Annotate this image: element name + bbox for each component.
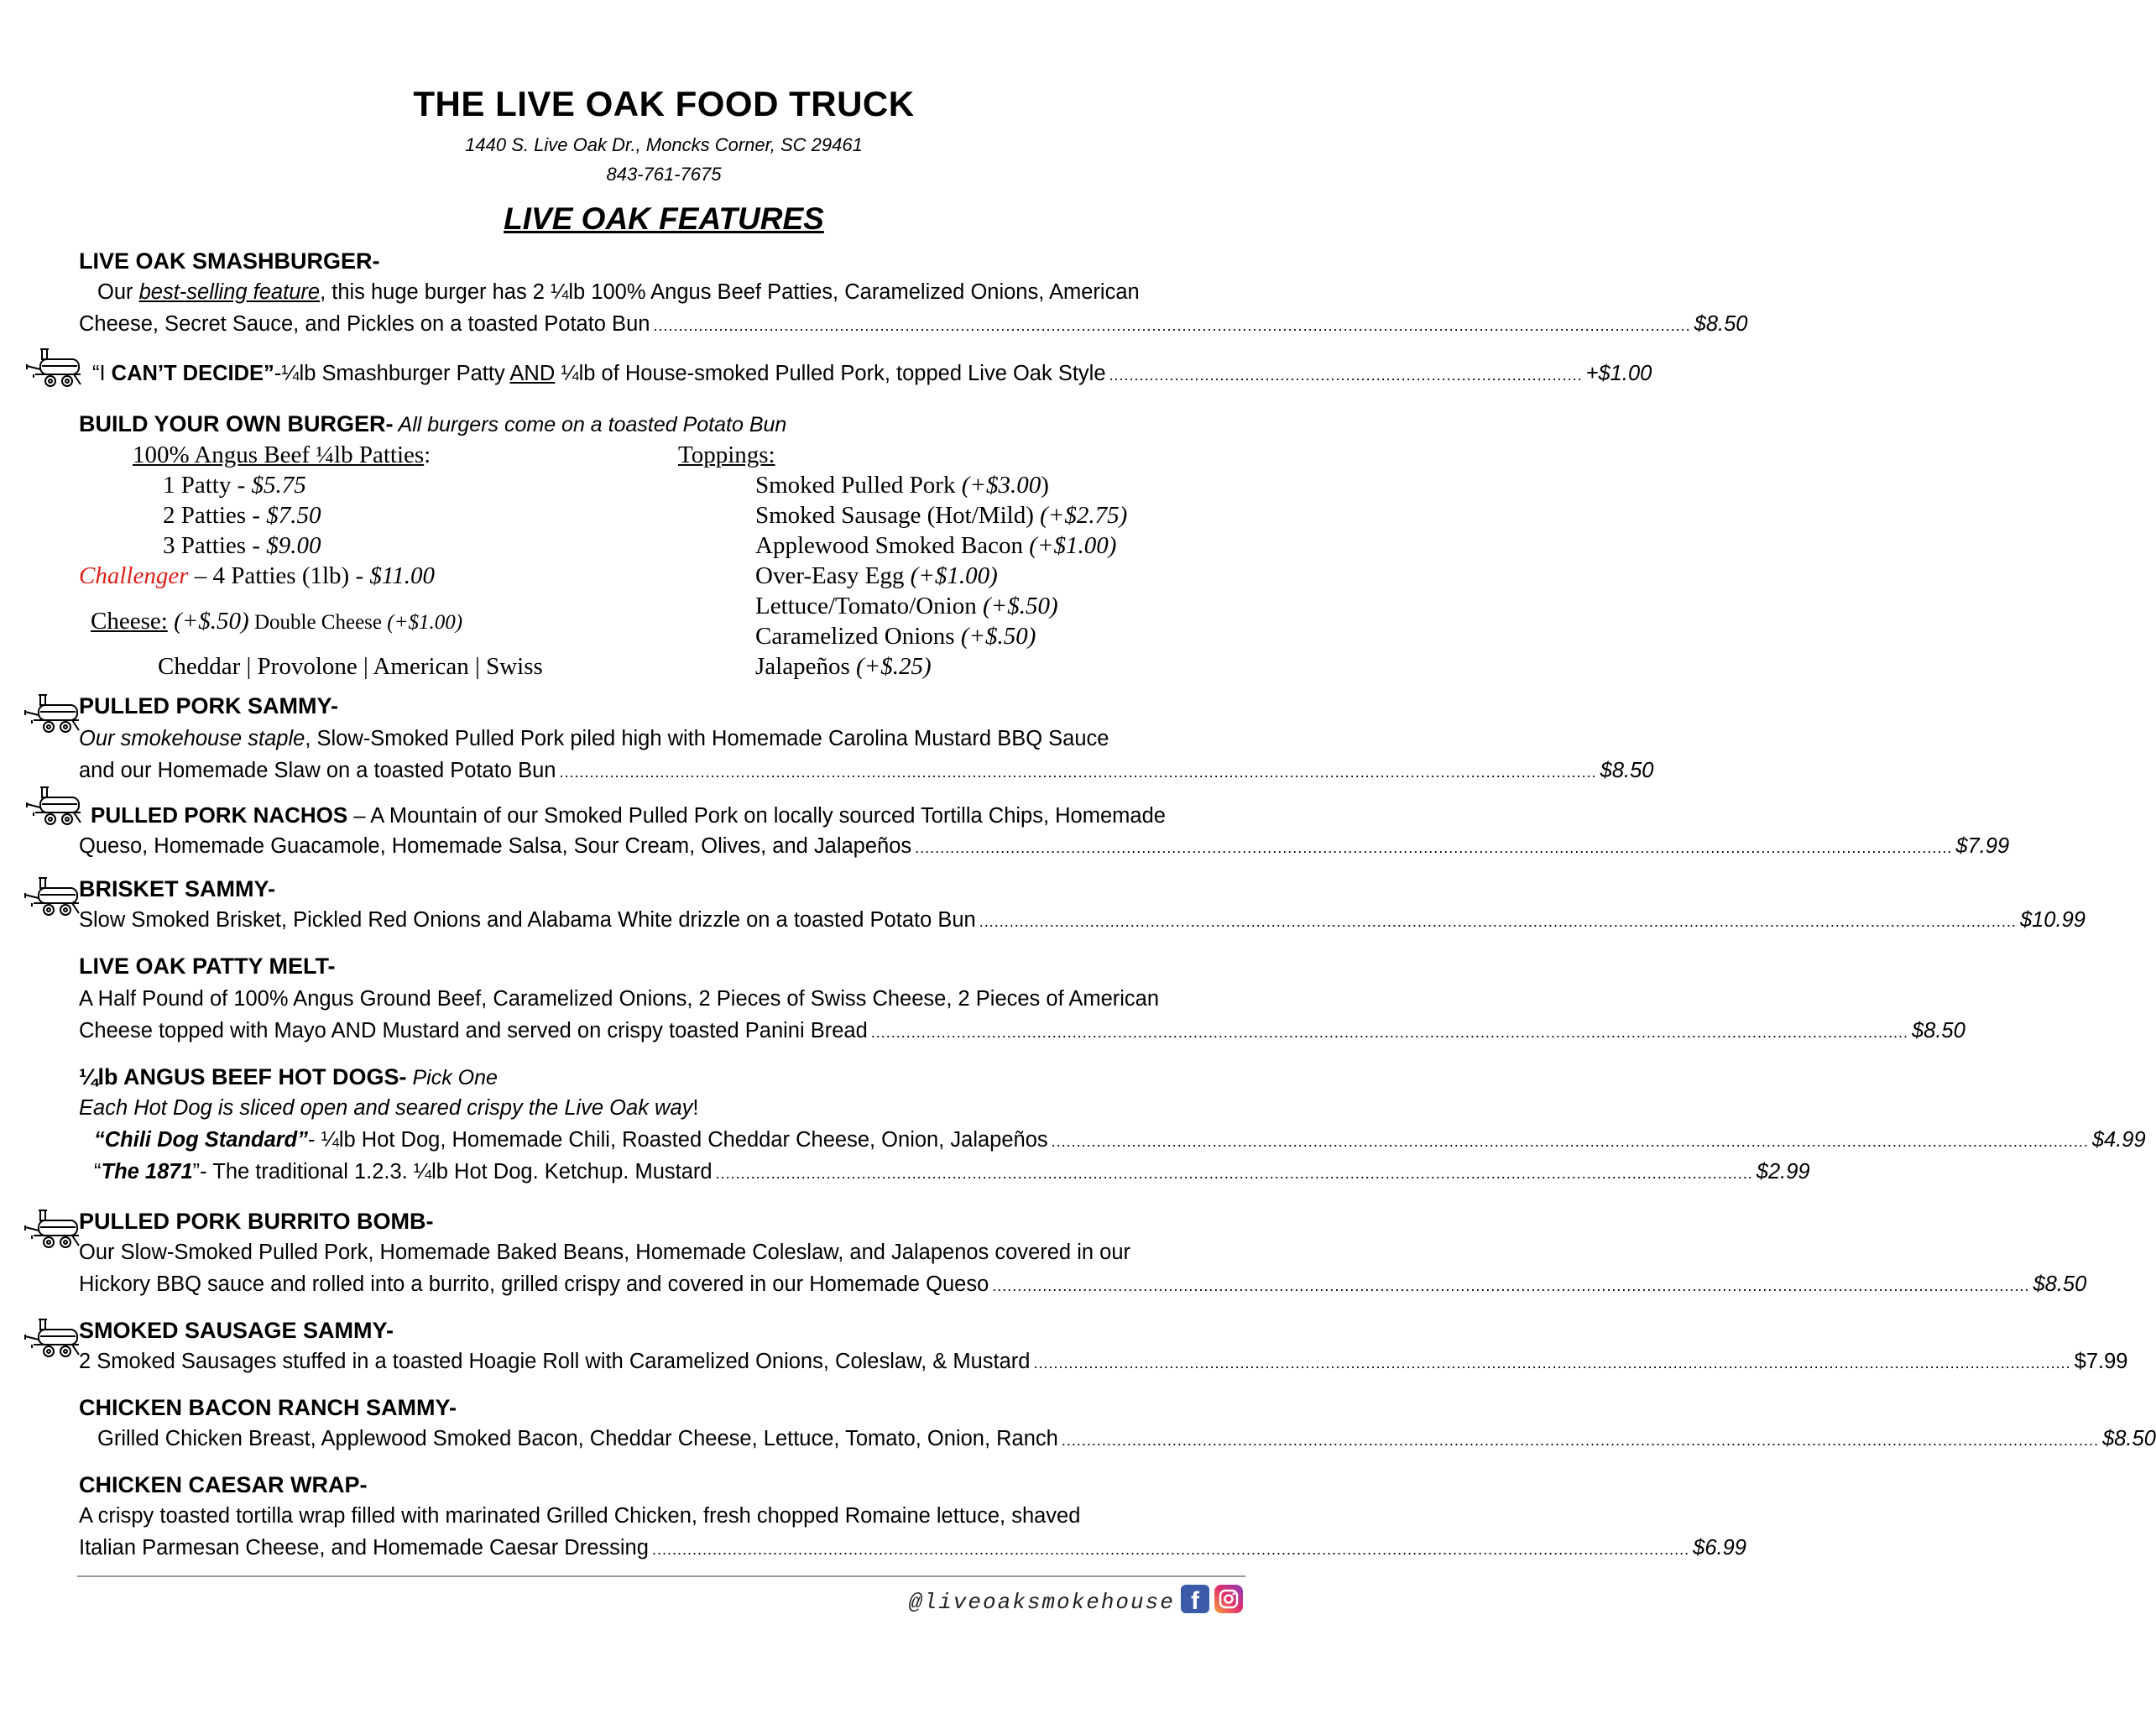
hot-dogs-heading: ¼lb ANGUS BEEF HOT DOGS- Pick One: [79, 1064, 498, 1089]
brisket-name: BRISKET SAMMY-: [79, 876, 276, 901]
smashburger-name: LIVE OAK SMASHBURGER-: [79, 248, 380, 274]
smoker-truck-icon: [23, 690, 84, 739]
brisket-price: $10.99: [2019, 908, 2086, 932]
topping-option: Applewood Smoked Bacon (+$1.00): [755, 532, 1117, 559]
smashburger-price: $8.50: [1694, 312, 1748, 336]
burrito-price: $8.50: [2033, 1272, 2087, 1296]
caesar-price: $6.99: [1693, 1536, 1746, 1560]
section-title: LIVE OAK FEATURES: [504, 201, 824, 236]
chicken-bacon-price: $8.50: [2102, 1427, 2156, 1450]
pulled-pork-sammy-price: $8.50: [1600, 759, 1654, 782]
facebook-icon[interactable]: f: [1181, 1585, 1209, 1613]
sausage-name: SMOKED SAUSAGE SAMMY-: [79, 1318, 394, 1343]
nachos-price: $7.99: [1955, 834, 2010, 858]
challenger-option: Challenger – 4 Patties (1lb) - $11.00: [79, 562, 435, 589]
cheese-list: Cheddar | Provolone | American | Swiss: [158, 653, 543, 680]
chili-dog-price: $4.99: [2091, 1128, 2146, 1152]
toppings-heading: Toppings:: [678, 442, 775, 468]
topping-option: Lettuce/Tomato/Onion (+$.50): [755, 593, 1058, 619]
the-1871-price: $2.99: [1756, 1160, 1810, 1183]
pulled-pork-sammy-desc: Our smokehouse staple, Slow-Smoked Pulled Pork piled high with Homemade Carolina Mustard BBQ Sauce: [79, 727, 1109, 750]
topping-option: Jalapeños (+$.25): [755, 653, 932, 680]
cant-decide-line: “I CAN’T DECIDE”-¼lb Smashburger Patty AND ¼lb of House-smoked Pulled Pork, topped Live Oak Style .............................................................................................. +$1.00: [92, 362, 1652, 385]
patty-melt-name: LIVE OAK PATTY MELT-: [79, 954, 336, 979]
pulled-pork-sammy-line: and our Homemade Slaw on a toasted Potato Bun .............................................................................................................................................................................................................. $8.50: [79, 759, 1654, 782]
the-1871-line: “The 1871”- The traditional 1.2.3. ¼lb Hot Dog. Ketchup. Mustard .............................................................................................................................................................................................................. $2.99: [94, 1160, 1810, 1183]
burrito-line: Hickory BBQ sauce and rolled into a burrito, grilled crispy and covered in our Homemade Queso .............................................................................................................................................................................................................. $8.50: [79, 1272, 2087, 1296]
chicken-bacon-name: CHICKEN BACON RANCH SAMMY-: [79, 1395, 457, 1420]
page-title: THE LIVE OAK FOOD TRUCK: [413, 84, 915, 123]
patty-option: 2 Patties - $7.50: [163, 502, 321, 529]
address: 1440 S. Live Oak Dr., Moncks Corner, SC 29461: [465, 134, 863, 155]
sausage-line: 2 Smoked Sausages stuffed in a toasted Hoagie Roll with Caramelized Onions, Coleslaw, & Mustard .............................................................................................................................................................................................................. $7.99: [79, 1350, 2128, 1373]
caesar-name: CHICKEN CAESAR WRAP-: [79, 1472, 368, 1497]
chili-dog-line: “Chili Dog Standard”- ¼lb Hot Dog, Homemade Chili, Roasted Cheddar Cheese, Onion, Jalapeños .............................................................................................................................................................................................................. $4.99: [94, 1128, 2146, 1152]
brisket-line: Slow Smoked Brisket, Pickled Red Onions and Alabama White drizzle on a toasted Potato Bun .............................................................................................................................................................................................................. $10.99: [79, 908, 2086, 932]
caesar-line: Italian Parmesan Cheese, and Homemade Caesar Dressing .............................................................................................................................................................................................................. $6.99: [79, 1536, 1746, 1560]
patty-option: 1 Patty - $5.75: [163, 472, 306, 499]
nachos-line: Queso, Homemade Guacamole, Homemade Salsa, Sour Cream, Olives, and Jalapeños .............................................................................................................................................................................................................. $7.99: [79, 834, 2010, 858]
cheese-option: Cheese: (+$.50) Double Cheese (+$1.00): [91, 608, 463, 635]
smoker-truck-icon: [23, 1314, 84, 1363]
social-handle[interactable]: @liveoaksmokehouse: [909, 1590, 1175, 1615]
burrito-name: PULLED PORK BURRITO BOMB-: [79, 1209, 434, 1234]
smoker-truck-icon: [23, 873, 84, 922]
phone: 843-761-7675: [606, 164, 722, 185]
smoker-truck-icon: [25, 782, 86, 831]
pulled-pork-sammy-name: PULLED PORK SAMMY-: [79, 693, 339, 718]
patty-option: 3 Patties - $9.00: [163, 532, 321, 559]
instagram-icon[interactable]: [1214, 1585, 1243, 1613]
byo-heading: BUILD YOUR OWN BURGER- All burgers come on a toasted Potato Bun: [79, 411, 787, 436]
topping-option: Smoked Pulled Pork (+$3.00): [755, 472, 1049, 499]
smoker-truck-icon: [25, 344, 86, 393]
nachos-desc: PULLED PORK NACHOS – A Mountain of our Smoked Pulled Pork on locally sourced Tortilla Chips, Homemade: [91, 802, 1166, 828]
patty-melt-price: $8.50: [1911, 1019, 1965, 1042]
cant-decide-price: +$1.00: [1585, 362, 1652, 385]
hot-dogs-intro: Each Hot Dog is sliced open and seared crispy the Live Oak way!: [79, 1096, 699, 1120]
footer-divider: [77, 1575, 1245, 1577]
smoker-truck-icon: [23, 1205, 84, 1254]
chicken-bacon-line: Grilled Chicken Breast, Applewood Smoked Bacon, Cheddar Cheese, Lettuce, Tomato, Onion, Ranch .............................................................................................................................................................................................................. $8.50: [97, 1427, 2156, 1450]
patty-melt-line: Cheese topped with Mayo AND Mustard and served on crispy toasted Panini Bread .............................................................................................................................................................................................................. $8.50: [79, 1019, 1965, 1042]
caesar-desc: A crispy toasted tortilla wrap filled with marinated Grilled Chicken, fresh chopped Romaine lettuce, shaved: [79, 1504, 1081, 1528]
patty-melt-desc: A Half Pound of 100% Angus Ground Beef, Caramelized Onions, 2 Pieces of Swiss Cheese, 2 Pieces of American: [79, 987, 1160, 1011]
smashburger-desc: Our best-selling feature, this huge burger has 2 ¼lb 100% Angus Beef Patties, Caramelized Onions, American: [97, 280, 1140, 304]
topping-option: Smoked Sausage (Hot/Mild) (+$2.75): [755, 502, 1128, 529]
patties-heading: 100% Angus Beef ¼lb Patties:: [133, 442, 431, 468]
sausage-price: $7.99: [2074, 1350, 2128, 1373]
smashburger-line: Cheese, Secret Sauce, and Pickles on a toasted Potato Bun .............................................................................................................................................................................................................. $8.50: [79, 312, 1748, 336]
topping-option: Caramelized Onions (+$.50): [755, 623, 1036, 650]
topping-option: Over-Easy Egg (+$1.00): [755, 562, 998, 589]
burrito-desc: Our Slow-Smoked Pulled Pork, Homemade Baked Beans, Homemade Coleslaw, and Jalapenos covered in our: [79, 1241, 1130, 1264]
